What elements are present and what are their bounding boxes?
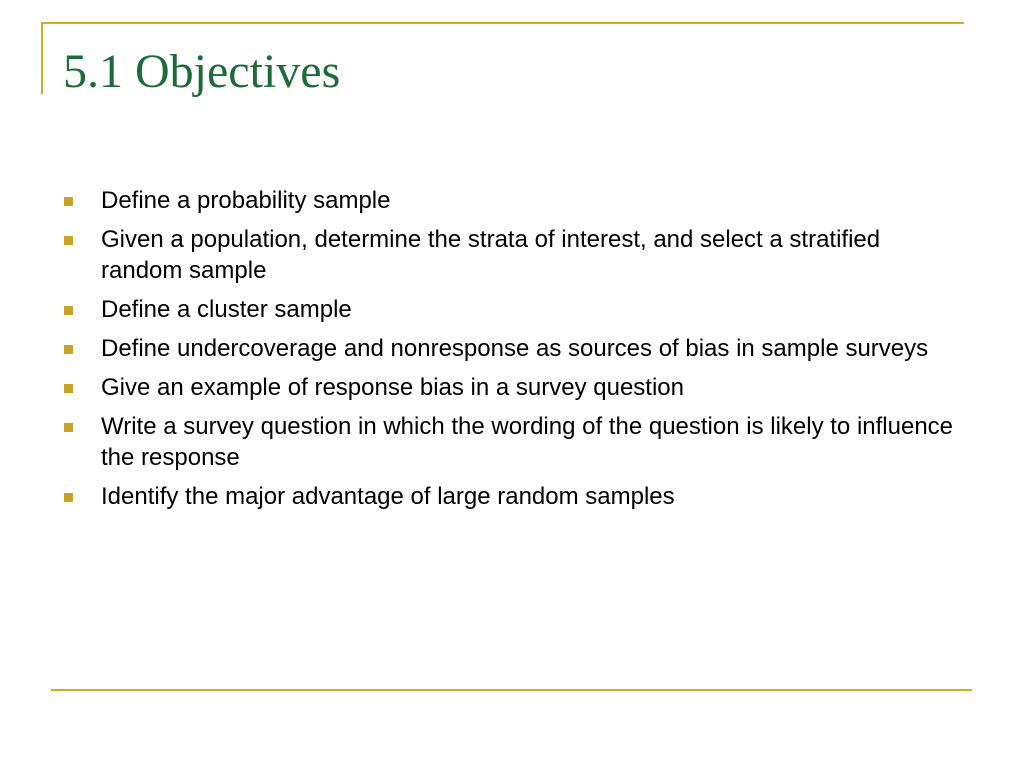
square-bullet-icon — [64, 493, 73, 502]
square-bullet-icon — [64, 306, 73, 315]
square-bullet-icon — [64, 345, 73, 354]
square-bullet-icon — [64, 236, 73, 245]
bullet-text: Define a cluster sample — [101, 296, 352, 323]
square-bullet-icon — [64, 197, 73, 206]
bullet-text: Write a survey question in which the wording of the question is likely to influence the response — [101, 413, 954, 471]
list-item — [64, 294, 964, 325]
bullet-text: Identify the major advantage of large random samples — [101, 483, 675, 510]
objectives-list — [64, 185, 964, 520]
list-item — [64, 185, 964, 216]
bullet-text: Given a population, determine the strata of interest, and select a stratified random sample — [101, 226, 881, 284]
footer-accent-rule — [51, 689, 972, 691]
list-item — [64, 411, 964, 473]
square-bullet-icon — [64, 384, 73, 393]
bullet-text: Give an example of response bias in a survey question — [101, 374, 684, 401]
slide-title: 5.1 Objectives — [63, 45, 341, 98]
square-bullet-icon — [64, 423, 73, 432]
title-accent-vertical-rule — [41, 22, 43, 94]
list-item — [64, 224, 964, 286]
bullet-text: Define undercoverage and nonresponse as sources of bias in sample surveys — [101, 335, 929, 362]
list-item — [64, 481, 964, 512]
title-accent-horizontal-rule — [41, 22, 964, 24]
list-item — [64, 372, 964, 403]
bullet-text: Define a probability sample — [101, 187, 391, 214]
list-item — [64, 333, 964, 364]
